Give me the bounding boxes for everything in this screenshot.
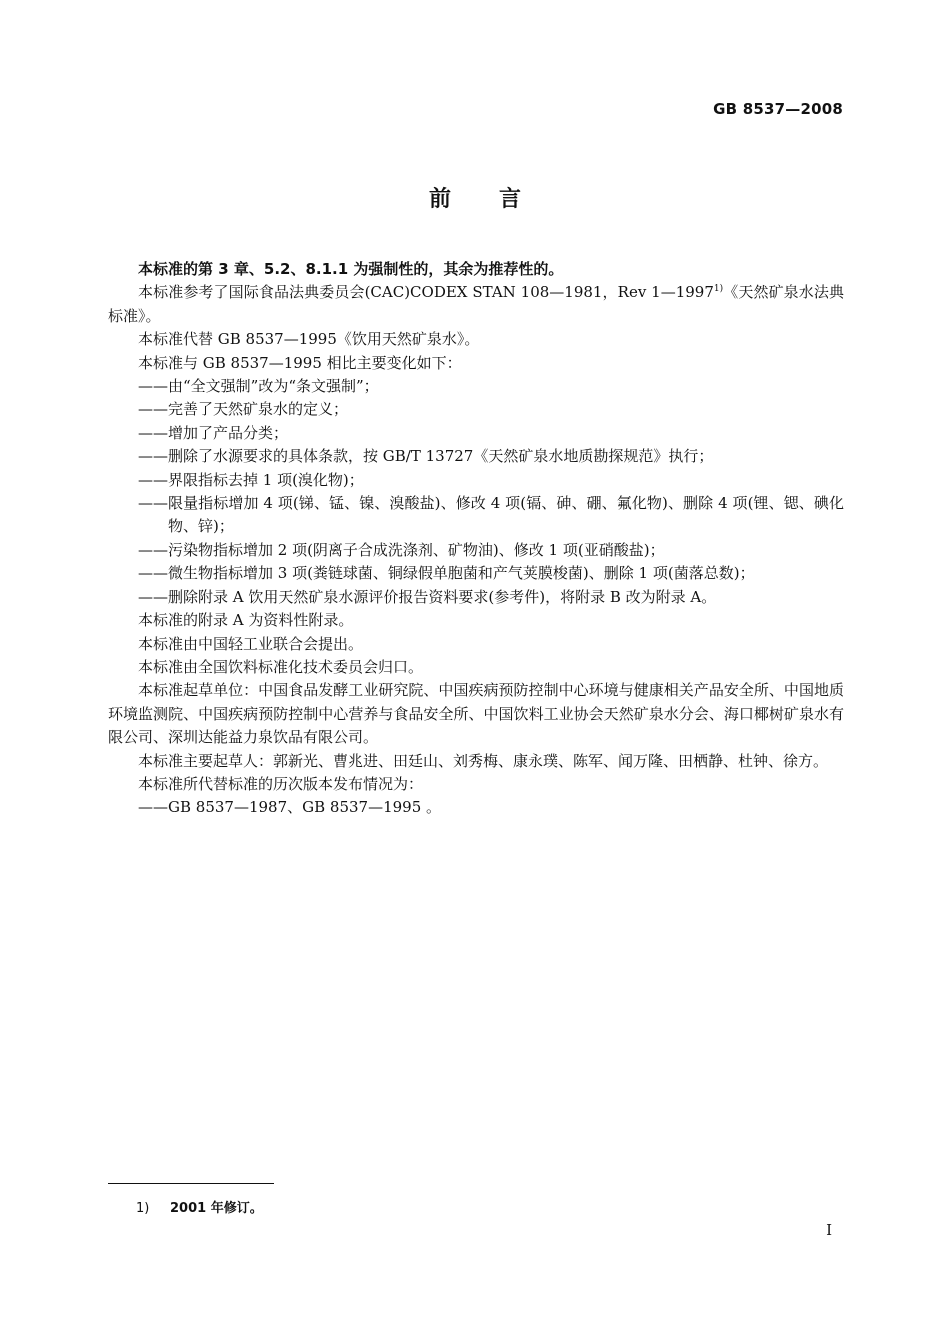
page-number: I xyxy=(826,1221,832,1239)
drafters-paragraph: 本标准主要起草人：郭新光、曹兆进、田廷山、刘秀梅、康永璞、陈军、闻万隆、田栖静、杜钟、徐方。 xyxy=(138,751,829,770)
change-text: 界限指标去掉 1 项(溴化物)； xyxy=(168,470,364,489)
change-item xyxy=(108,422,844,445)
committee-paragraph: 本标准由全国饮料标准化技术委员会归口。 xyxy=(138,657,424,676)
change-text: 删除了水源要求的具体条款，按 GB/T 13727《天然矿泉水地质勘探规范》执行； xyxy=(168,447,714,466)
proposer-paragraph: 本标准由中国轻工业联合会提出。 xyxy=(138,634,364,653)
change-item xyxy=(108,445,844,468)
change-text: 由“全文强制”改为“条文强制”； xyxy=(168,377,379,396)
foreword-body xyxy=(108,258,844,820)
dash-mark: —— xyxy=(138,377,168,396)
dash-mark: —— xyxy=(138,470,168,489)
change-text: 删除附录 A 饮用天然矿泉水源评价报告资料要求(参考件)，将附录 B 改为附录 A。 xyxy=(168,587,717,606)
footnote-marker: 1) xyxy=(713,284,724,295)
standard-code: GB 8537—2008 xyxy=(713,100,843,118)
dash-mark: —— xyxy=(138,447,168,466)
footnote xyxy=(136,1197,263,1216)
dash-mark: —— xyxy=(138,494,168,513)
reference-text: 本标准参考了国际食品法典委员会(CAC)CODEX STAN 108—1981，Rev 1—1997 xyxy=(138,283,714,302)
change-item xyxy=(108,539,844,562)
history-intro: 本标准所代替标准的历次版本发布情况为： xyxy=(138,774,424,793)
dash-mark: —— xyxy=(138,423,168,442)
dash-mark: —— xyxy=(138,540,168,559)
change-text: 微生物指标增加 3 项(粪链球菌、铜绿假单胞菌和产气荚膜梭菌)、删除 1 项(菌落总数)； xyxy=(168,564,755,583)
reference-title: 《天然矿泉水法典标准》。 xyxy=(108,283,844,325)
page-title: 前言 xyxy=(428,187,569,212)
change-text: 限量指标增加 4 项(锑、锰、镍、溴酸盐)、修改 4 项(镉、砷、硼、氟化物)、删除 4 项(锂、锶、碘化物、锌)； xyxy=(168,494,844,536)
footnote-number: 1) xyxy=(136,1201,150,1216)
dash-mark: —— xyxy=(138,798,168,817)
change-text: 完善了天然矿泉水的定义； xyxy=(168,400,349,419)
drafting-units-paragraph: 本标准起草单位：中国食品发酵工业研究院、中国疾病预防控制中心环境与健康相关产品安全所、中国地质环境监测院、中国疾病预防控制中心营养与食品安全所、中国饮料工业协会天然矿泉水分会、海口椰树矿泉水有限公司、深圳达能益力泉饮品有限公司。 xyxy=(108,681,844,747)
change-item xyxy=(108,398,844,421)
dash-mark: —— xyxy=(138,564,168,583)
history-text: GB 8537—1987、GB 8537—1995 。 xyxy=(168,798,442,817)
replaces-paragraph: 本标准代替 GB 8537—1995《饮用天然矿泉水》。 xyxy=(138,330,480,349)
footnote-divider xyxy=(108,1183,274,1184)
history-item xyxy=(108,796,844,819)
reference-paragraph xyxy=(108,281,844,328)
mandatory-statement: 本标准的第 3 章、5.2、8.1.1 为强制性的，其余为推荐性的。 xyxy=(138,260,564,278)
change-item xyxy=(108,586,844,609)
footnote-text: 2001 年修订。 xyxy=(170,1201,263,1216)
change-item xyxy=(108,492,844,539)
dash-mark: —— xyxy=(138,400,168,419)
appendix-paragraph: 本标准的附录 A 为资料性附录。 xyxy=(138,611,354,630)
dash-mark: —— xyxy=(138,587,168,606)
changes-intro: 本标准与 GB 8537—1995 相比主要变化如下： xyxy=(138,353,462,372)
change-item xyxy=(108,562,844,585)
change-text: 增加了产品分类； xyxy=(168,423,289,442)
change-text: 污染物指标增加 2 项(阴离子合成洗涤剂、矿物油)、修改 1 项(亚硝酸盐)； xyxy=(168,540,665,559)
change-item xyxy=(108,375,844,398)
change-item xyxy=(108,469,844,492)
